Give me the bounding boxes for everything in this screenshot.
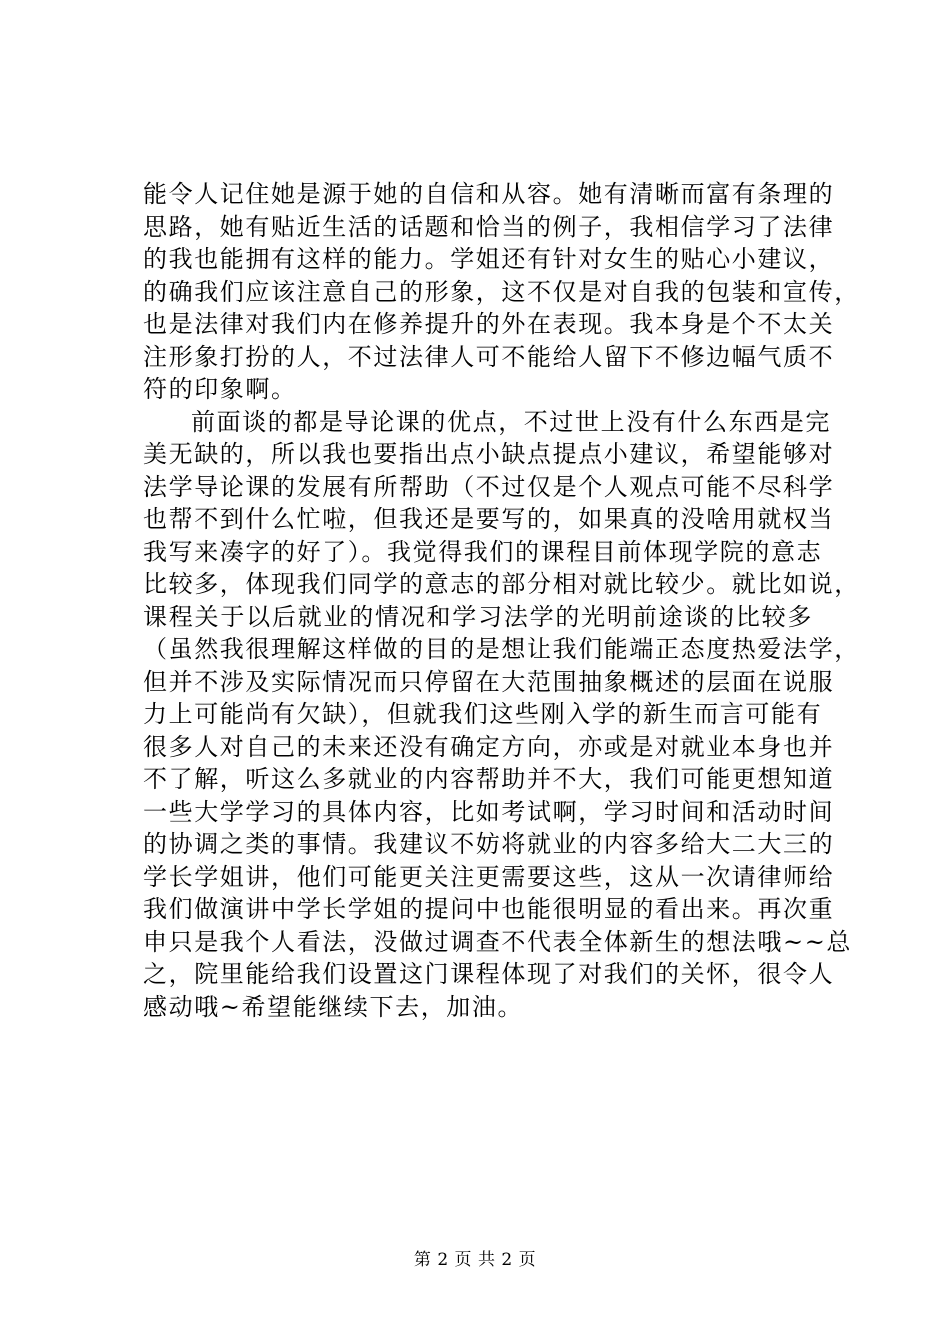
text-line: 申只是我个人看法，没做过调查不代表全体新生的想法哦~~总: [143, 927, 853, 956]
text-line: 的确我们应该注意自己的形象，这不仅是对自我的包装和宣传，: [143, 277, 860, 306]
text-line: 很多人对自己的未来还没有确定方向，亦或是对就业本身也并: [143, 732, 835, 761]
text-line: 感动哦~希望能继续下去，加油。: [143, 992, 524, 1021]
text-line: 我们做演讲中学长学姐的提问中也能很明显的看出来。再次重: [143, 895, 835, 923]
text-line: 不了解，听这么多就业的内容帮助并不大，我们可能更想知道: [143, 765, 835, 793]
text-line: 美无缺的，所以我也要指出点小缺点提点小建议，希望能够对: [143, 440, 835, 468]
page-number-footer: 第 2 页 共 2 页: [413, 1250, 537, 1270]
text-line: 法学导论课的发展有所帮助（不过仅是个人观点可能不尽科学: [143, 472, 835, 501]
text-line: 力上可能尚有欠缺），但就我们这些刚入学的新生而言可能有: [143, 700, 823, 728]
text-line: 的协调之类的事情。我建议不妨将就业的内容多给大二大三的: [143, 830, 835, 858]
text-line: 思路，她有贴近生活的话题和恰当的例子，我相信学习了法律: [143, 212, 835, 241]
text-line: 我写来凑字的好了）。我觉得我们的课程目前体现学院的意志: [143, 537, 823, 566]
text-line: 课程关于以后就业的情况和学习法学的光明前途谈的比较多: [143, 602, 813, 631]
text-line: 学长学姐讲，他们可能更关注更需要这些，这从一次请律师给: [143, 862, 835, 891]
text-line: 注形象打扮的人，不过法律人可不能给人留下不修边幅气质不: [143, 342, 835, 371]
text-line: 的我也能拥有这样的能力。学姐还有针对女生的贴心小建议，: [143, 245, 835, 273]
text-line: 符的印象啊。: [143, 375, 297, 403]
text-line: 比较多，体现我们同学的意志的部分相对就比较少。就比如说，: [143, 570, 860, 598]
text-line: 但并不涉及实际情况而只停留在大范围抽象概述的层面在说服: [143, 667, 835, 696]
text-line: （虽然我很理解这样做的目的是想让我们能端正态度热爱法学，: [143, 635, 860, 663]
paragraph-first-line: 前面谈的都是导论课的优点，不过世上没有什么东西是完: [191, 407, 831, 436]
text-line: 能令人记住她是源于她的自信和从容。她有清晰而富有条理的: [143, 180, 835, 208]
text-line: 一些大学学习的具体内容，比如考试啊，学习时间和活动时间: [143, 797, 835, 826]
body-text: [143, 178, 860, 1023]
text-line: 之，院里能给我们设置这门课程体现了对我们的关怀，很令人: [143, 960, 835, 988]
text-line: 也是法律对我们内在修养提升的外在表现。我本身是个不太关: [143, 310, 835, 338]
text-line: 也帮不到什么忙啦，但我还是要写的，如果真的没啥用就权当: [143, 505, 835, 533]
